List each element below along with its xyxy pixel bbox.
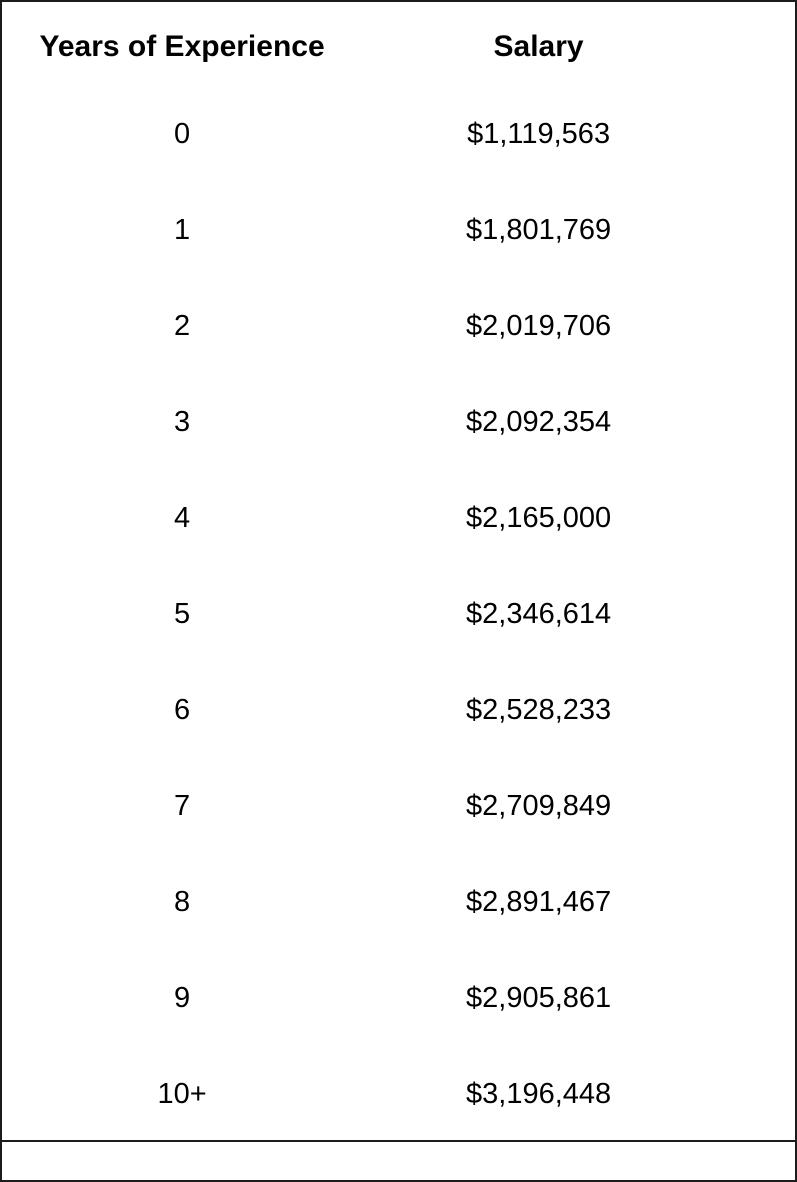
- cell-years: 8: [174, 885, 191, 918]
- cell-years: 0: [174, 117, 191, 150]
- cell-years: 9: [174, 981, 191, 1014]
- cell-salary: $1,119,563: [467, 117, 611, 150]
- table-container: [2, 2, 795, 1180]
- cell-years: 1: [174, 213, 191, 246]
- cell-years: 2: [174, 309, 191, 342]
- cell-years: 6: [174, 693, 191, 726]
- salary-table: [2, 2, 795, 1142]
- cell-salary: $2,092,354: [466, 405, 612, 438]
- cell-salary: $2,165,000: [466, 501, 612, 534]
- cell-years: 3: [174, 405, 191, 438]
- table-row: [2, 374, 795, 470]
- cell-salary: $2,528,233: [466, 693, 612, 726]
- cell-years: 5: [174, 597, 191, 630]
- table-row: [2, 278, 795, 374]
- cell-years: 4: [174, 501, 191, 534]
- table-row: [2, 854, 795, 950]
- cell-salary: $1,801,769: [466, 213, 612, 246]
- column-header-salary: Salary: [493, 30, 584, 63]
- cell-salary: $2,905,861: [466, 981, 612, 1014]
- table-row: [2, 950, 795, 1046]
- cell-salary: $2,019,706: [466, 309, 612, 342]
- table-bottom-divider: [2, 1140, 795, 1142]
- cell-years: 7: [174, 789, 191, 822]
- table-row: [2, 566, 795, 662]
- table-row: [2, 1046, 795, 1142]
- table-body: [2, 86, 795, 1142]
- cell-years: 10+: [157, 1077, 207, 1110]
- table-row: [2, 86, 795, 182]
- cell-salary: $3,196,448: [466, 1077, 612, 1110]
- table-row: [2, 758, 795, 854]
- cell-salary: $2,709,849: [466, 789, 612, 822]
- cell-salary: $2,346,614: [466, 597, 612, 630]
- column-header-years-of-experience: Years of Experience: [39, 30, 325, 63]
- table-row: [2, 182, 795, 278]
- cell-salary: $2,891,467: [466, 885, 612, 918]
- table-row: [2, 662, 795, 758]
- table-row: [2, 470, 795, 566]
- table-header: [2, 2, 795, 86]
- table-header-row: [2, 2, 795, 86]
